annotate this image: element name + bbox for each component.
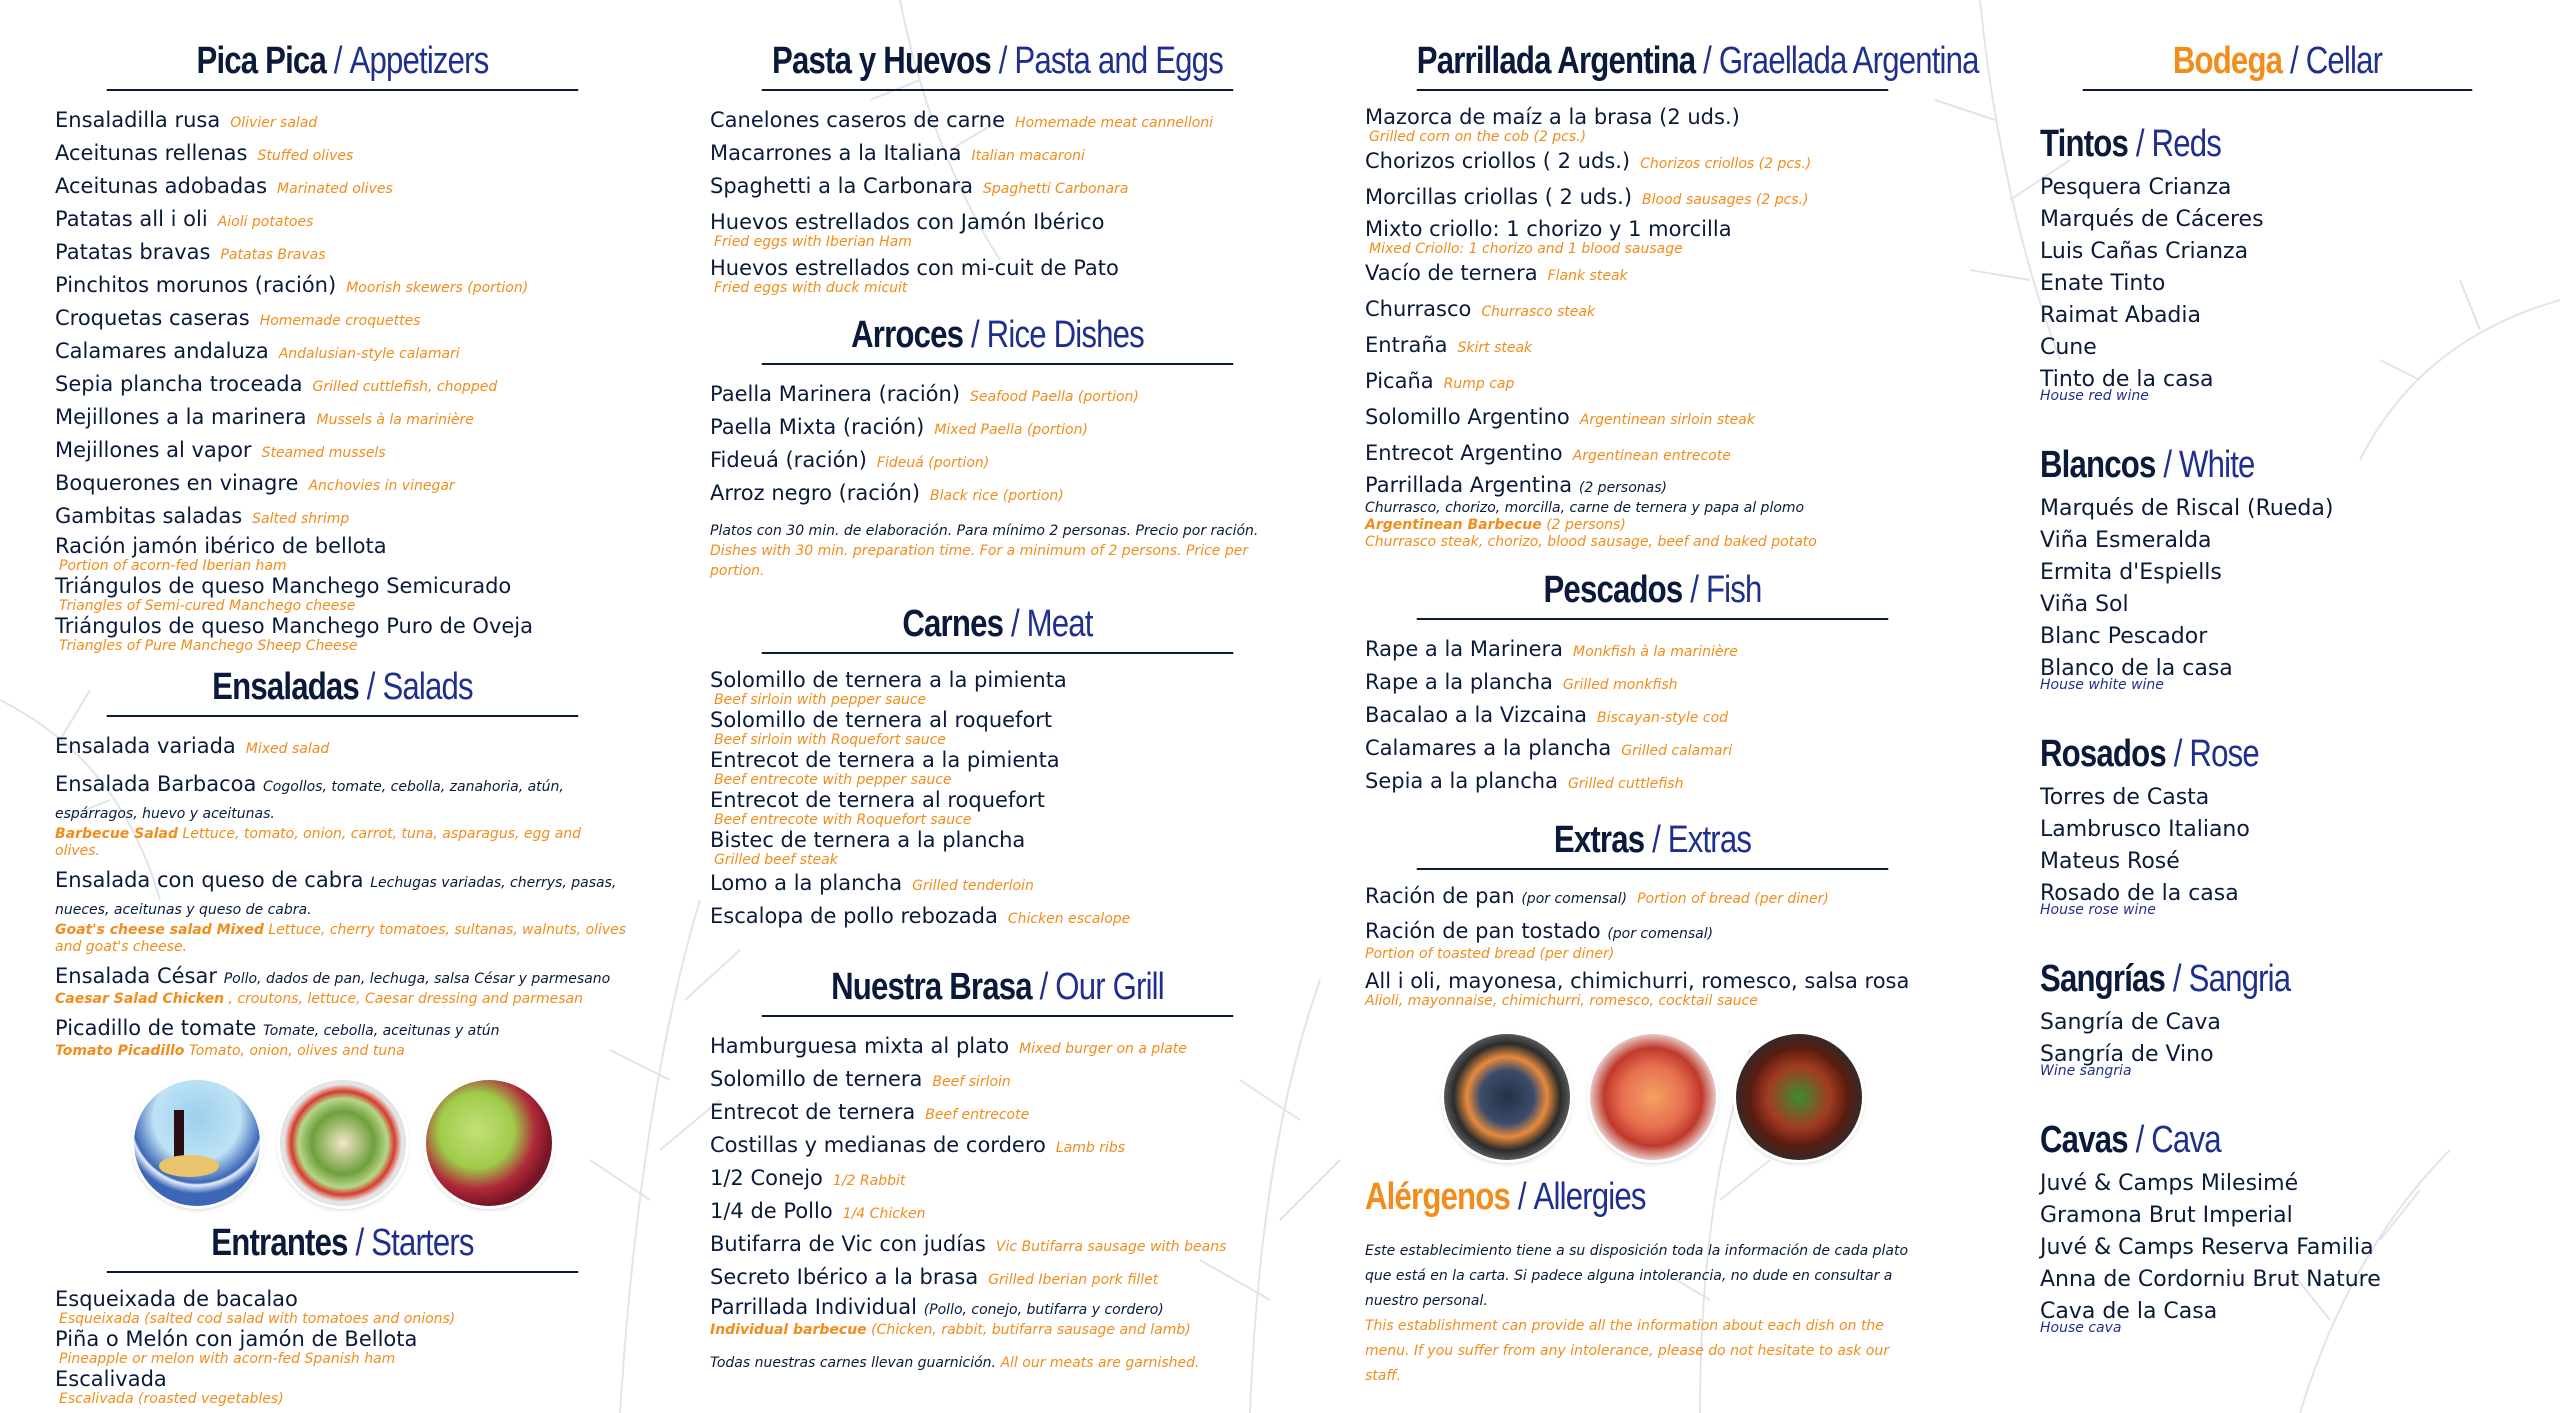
menu-item-translation-title: Goat's cheese salad Mixed [55, 922, 264, 938]
menu-item-name: Hamburguesa mixta al plato [710, 1034, 1010, 1058]
wine-item: Viña Sol [2040, 592, 2129, 617]
wine-group-header [2040, 1119, 2430, 1162]
wine-item: Rosado de la casa [2040, 881, 2239, 906]
menu-item [710, 708, 1285, 748]
menu-item-translation: Flank steak [1547, 268, 1628, 284]
menu-item [55, 336, 630, 369]
wine-item: Lambrusco Italiano [2040, 817, 2250, 842]
menu-item [55, 1327, 630, 1367]
picnic-photo [134, 1080, 260, 1206]
menu-item-translation: Chorizos criollos (2 pcs.) [1640, 156, 1812, 172]
menu-item-translation [55, 1043, 630, 1060]
menu-item-name: Piña o Melón con jamón de Bellota [55, 1327, 418, 1351]
menu-item-translation: Triangles of Pure Manchego Sheep Cheese [59, 638, 358, 654]
menu-item-translation: Fried eggs with Iberian Ham [714, 234, 912, 250]
menu-item [710, 256, 1285, 296]
menu-item-name: Paella Marinera (ración) [710, 382, 961, 406]
menu-item-translation: Blood sausages (2 pcs.) [1642, 192, 1809, 208]
menu-item-translation: Skirt steak [1457, 340, 1533, 356]
menu-item [710, 1163, 1285, 1196]
wine-group [2040, 958, 2515, 1079]
section-header-meat: Carnes / Meat [762, 603, 1234, 654]
menu-item [55, 138, 630, 171]
wine-group-note: Wine sangria [2040, 1063, 2132, 1079]
menu-item [55, 435, 630, 468]
menu-item [1365, 766, 1940, 799]
photo-row-2 [1365, 1034, 1940, 1160]
menu-item-name: Bistec de ternera a la plancha [710, 828, 1026, 852]
menu-item-name: Ración jamón ibérico de bellota [55, 534, 387, 558]
menu-item-translation: Beef entrecote with Roquefort sauce [714, 812, 972, 828]
menu-item-name: Spaghetti a la Carbonara [710, 174, 974, 198]
wine-item: Tinto de la casa [2040, 367, 2214, 392]
menu-item-translation: Argentinean sirloin steak [1579, 412, 1755, 428]
menu-item-translation-desc: Lettuce, tomato, onion, carrot, tuna, asparagus, egg and olives. [55, 826, 582, 859]
menu-item [1365, 293, 1940, 329]
starters-list [55, 1287, 630, 1407]
menu-item [55, 534, 630, 574]
section-header-fish: Pescados / Fish [1417, 569, 1889, 620]
menu-item-name: Triángulos de queso Manchego Semicurado [55, 574, 512, 598]
menu-item-name: Bacalao a la Vizcaina [1365, 703, 1588, 727]
wine-item: Torres de Casta [2040, 785, 2210, 810]
menu-item-name: Picadillo de tomate [55, 1016, 257, 1040]
rice-note: Platos con 30 min. de elaboración. Para mínimo 2 personas. Precio por ración. Dishes with 30 min. preparation time. For a minimum of 2 persons. Price per portion. [710, 523, 1259, 579]
menu-item-translation: Grilled calamari [1621, 743, 1733, 759]
menu-item-name: Fideuá (ración) [710, 448, 867, 472]
menu-item-translation: 1/4 Chicken [842, 1206, 926, 1222]
menu-item-translation: 1/2 Rabbit [832, 1173, 906, 1189]
menu-item [55, 369, 630, 402]
menu-item: Ensalada variada Mixed salad [55, 734, 330, 758]
section-header-pasta: Pasta y Huevos / Pasta and Eggs [762, 40, 1234, 91]
menu-item-name: Croquetas caseras [55, 306, 250, 330]
menu-item-name: Entrecot Argentino [1365, 441, 1563, 465]
wine-item: Raimat Abadia [2040, 303, 2201, 328]
menu-item-name: Costillas y medianas de cordero [710, 1133, 1046, 1157]
menu-item-name: Escalopa de pollo rebozada [710, 904, 998, 928]
menu-item-name: Entraña [1365, 333, 1448, 357]
menu-item-name: 1/2 Conejo [710, 1166, 823, 1190]
column-1 [55, 40, 630, 1407]
menu-item [55, 964, 630, 1008]
menu-item-translation [55, 922, 630, 956]
menu-item-translation-desc: Lettuce, cherry tomatoes, sultanas, walnuts, olives and goat's cheese. [55, 922, 627, 955]
menu-item [55, 468, 630, 501]
menu-item-translation: Lamb ribs [1055, 1140, 1126, 1156]
wine-group-separator: / [2172, 958, 2181, 1000]
menu-item-name: Gambitas saladas [55, 504, 243, 528]
menu-item-name: Solomillo de ternera [710, 1067, 923, 1091]
wine-group-title-en: Sangria [2188, 958, 2291, 1000]
menu-item [710, 1130, 1285, 1163]
photo-row-1 [55, 1080, 630, 1206]
menu-item-translation-desc: , croutons, lettuce, Caesar dressing and parmesan [224, 991, 583, 1007]
menu-item-name: Ensalada con queso de cabra [55, 868, 364, 892]
meat-list [710, 668, 1285, 934]
menu-item-translation: Fried eggs with duck micuit [714, 280, 908, 296]
menu-item [55, 303, 630, 336]
menu-item [710, 171, 1285, 204]
menu-item-name: Patatas bravas [55, 240, 211, 264]
menu-item-description: Tomate, cebolla, aceitunas y atún [262, 1023, 500, 1039]
menu-item [55, 1016, 630, 1060]
wine-item: Marqués de Cáceres [2040, 207, 2264, 232]
menu-item [1365, 145, 1940, 181]
section-header-salads: Ensaladas / Salads [107, 666, 579, 717]
menu-item-name: Vacío de ternera [1365, 261, 1538, 285]
menu-item [55, 1367, 630, 1407]
prawns-photo [1590, 1034, 1716, 1160]
menu-item [55, 501, 630, 534]
grill-list [710, 1031, 1285, 1295]
wine-group-title-en: Rose [2189, 733, 2259, 775]
menu-item [710, 1196, 1285, 1229]
menu-item-name: Lomo a la plancha [710, 871, 903, 895]
column-2 [710, 40, 1285, 1373]
menu-item [710, 138, 1285, 171]
allergies-text: Este establecimiento tiene a su disposición toda la información de cada plato que está en la carta. Si padece alguna intolerancia, no dude en consultar a nuestro personal. This establishment can provide all the information about each dish on the menu. If you suffer from any intolerance, please do not hesitate to ask our staff. [1365, 1243, 1909, 1384]
menu-item [55, 1287, 630, 1327]
wine-item: Ermita d'Espiells [2040, 560, 2222, 585]
menu-item-translation: Grilled cuttlefish, chopped [312, 379, 498, 395]
menu-item-translation: Mixed Paella (portion) [934, 422, 1088, 438]
menu-item-translation: Esqueixada (salted cod salad with tomatoes and onions) [59, 1311, 456, 1327]
menu-item-translation: Monkfish à la marinière [1573, 644, 1738, 660]
menu-item [1365, 437, 1940, 473]
menu-item-translation: Seafood Paella (portion) [970, 389, 1139, 405]
menu-item-name: Triángulos de queso Manchego Puro de Oveja [55, 614, 534, 638]
menu-item [55, 772, 630, 860]
wine-item: Juvé & Camps Reserva Familia [2040, 1235, 2374, 1260]
menu-item-name: Huevos estrellados con Jamón Ibérico [710, 210, 1105, 234]
wine-item: Cava de la Casa [2040, 1299, 2218, 1324]
salads-list [55, 772, 630, 1060]
menu-item [55, 270, 630, 303]
section-header-grill: Nuestra Brasa / Our Grill [762, 966, 1234, 1017]
menu-item-translation-title: Caesar Salad Chicken [55, 991, 225, 1007]
menu-item-translation: Vic Butifarra sausage with beans [995, 1239, 1227, 1255]
wine-item: Pesquera Crianza [2040, 175, 2232, 200]
menu-item [1365, 365, 1940, 401]
menu-item-translation: Grilled cuttlefish [1567, 776, 1684, 792]
menu-item-name: Paella Mixta (ración) [710, 415, 925, 439]
menu-item-translation: Andalusian-style calamari [278, 346, 460, 362]
wine-group-separator: / [2135, 1119, 2144, 1161]
menu-item-name: Calamares andaluza [55, 339, 269, 363]
menu-item [1365, 634, 1940, 667]
grill-photo [1736, 1034, 1862, 1160]
menu-item-translation: Stuffed olives [257, 148, 354, 164]
menu-item-name: Picaña [1365, 369, 1434, 393]
menu-item [55, 868, 630, 956]
menu-item [1365, 401, 1940, 437]
menu-item-translation: Churrasco steak [1481, 304, 1596, 320]
wine-item: Mateus Rosé [2040, 849, 2180, 874]
section-header-rice: Arroces / Rice Dishes [762, 314, 1234, 365]
menu-item-translation [55, 991, 630, 1008]
wine-group-header [2040, 123, 2430, 166]
menu-item [710, 1262, 1285, 1295]
menu-item [1365, 667, 1940, 700]
wine-group [2040, 444, 2515, 693]
menu-item [55, 237, 630, 270]
wine-group-note: House white wine [2040, 677, 2164, 693]
menu-item-translation: Beef entrecote with pepper sauce [714, 772, 952, 788]
menu-item-translation: Mixed Criollo: 1 chorizo and 1 blood sausage [1369, 241, 1683, 257]
menu-item [1365, 181, 1940, 217]
menu-item-name: Esqueixada de bacalao [55, 1287, 298, 1311]
wine-item: Juvé & Camps Milesimé [2040, 1171, 2299, 1196]
menu-item-name: Ensaladilla rusa [55, 108, 221, 132]
menu-item-name: Aceitunas rellenas [55, 141, 248, 165]
wine-item: Blanco de la casa [2040, 656, 2233, 681]
menu-item-name: Huevos estrellados con mi-cuit de Pato [710, 256, 1119, 280]
wine-item: Cune [2040, 335, 2097, 360]
section-header-extras: Extras / Extras [1417, 819, 1889, 870]
menu-item-translation-desc: Tomato, onion, olives and tuna [184, 1043, 405, 1059]
menu-item-sauces: All i oli, mayonesa, chimichurri, romesco, salsa rosa Alioli, mayonnaise, chimichurri, romesco, cocktail sauce [1365, 969, 1910, 1009]
menu-item [710, 868, 1285, 901]
menu-item [710, 901, 1285, 934]
menu-item-name: 1/4 de Pollo [710, 1199, 833, 1223]
menu-item [710, 210, 1285, 250]
wine-item: Blanc Pescador [2040, 624, 2208, 649]
rice-list [710, 379, 1285, 511]
menu-item-translation: Salted shrimp [252, 511, 350, 527]
menu-item-individual: Parrillada Individual (Pollo, conejo, butifarra y cordero) Individual barbecue (Chicken, rabbit, butifarra sausage and lamb) [710, 1295, 1191, 1338]
menu-item-translation: Escalivada (roasted vegetables) [59, 1391, 284, 1407]
menu-item-description: Cogollos, tomate, cebolla, zanahoria, atún, espárragos, huevo y aceitunas. [55, 779, 564, 822]
wine-group-note: House rose wine [2040, 902, 2156, 918]
menu-item-translation-title: Tomato Picadillo [55, 1043, 185, 1059]
menu-item [1365, 105, 1940, 145]
menu-item-translation: Chicken escalope [1007, 911, 1131, 927]
menu-item-translation: Mussels à la marinière [316, 412, 474, 428]
menu-item-name: Secreto Ibérico a la brasa [710, 1265, 979, 1289]
menu-item-translation: Black rice (portion) [930, 488, 1064, 504]
wine-item: Gramona Brut Imperial [2040, 1203, 2293, 1228]
menu-item-translation: Olivier salad [230, 115, 318, 131]
menu-item-name: Rape a la Marinera [1365, 637, 1564, 661]
menu-item-translation-title: Barbecue Salad [55, 826, 178, 842]
appetizers-list [55, 105, 630, 654]
menu-item-name: Arroz negro (ración) [710, 481, 921, 505]
wine-group-separator: / [2135, 123, 2144, 165]
menu-item-translation: Anchovies in vinegar [308, 478, 455, 494]
wine-group [2040, 123, 2515, 404]
menu-item [710, 412, 1285, 445]
menu-item-name: Rape a la plancha [1365, 670, 1553, 694]
menu-item-name: Solomillo de ternera al roquefort [710, 708, 1053, 732]
menu-item-description: Pollo, dados de pan, lechuga, salsa César y parmesano [223, 971, 611, 987]
wine-group-separator: / [2173, 733, 2182, 775]
pasta-list [710, 105, 1285, 296]
menu-item-translation: Biscayan-style cod [1597, 710, 1729, 726]
grill-note: Todas nuestras carnes llevan guarnición. All our meats are garnished. [710, 1355, 1200, 1371]
wine-item: Sangría de Vino [2040, 1042, 2214, 1067]
menu-item-translation: Beef sirloin [932, 1074, 1011, 1090]
menu-item-translation: Marinated olives [277, 181, 393, 197]
section-header-argentina: Parrillada Argentina / Graellada Argentina [1417, 40, 1889, 91]
menu-item-bread: Ración de pan (por comensal) Portion of bread (per diner) [1365, 884, 1829, 908]
menu-item [710, 828, 1285, 868]
menu-item-name: Canelones caseros de carne [710, 108, 1006, 132]
wine-list [2040, 123, 2515, 1336]
wine-group-title: Tintos [2040, 123, 2128, 165]
menu-item-name: Ensalada César [55, 964, 217, 988]
menu-item-translation: Italian macaroni [971, 148, 1085, 164]
menu-item [710, 1229, 1285, 1262]
wine-group-separator: / [2163, 444, 2172, 486]
menu-item [710, 668, 1285, 708]
menu-item-translation: Steamed mussels [261, 445, 386, 461]
menu-item [710, 1097, 1285, 1130]
menu-item-translation: Grilled monkfish [1562, 677, 1678, 693]
menu-item [55, 402, 630, 435]
menu-item-name: Butifarra de Vic con judías [710, 1232, 986, 1256]
menu-item-translation: Grilled beef steak [714, 852, 838, 868]
argentina-list [1365, 105, 1940, 473]
menu-item-name: Entrecot de ternera [710, 1100, 916, 1124]
column-4 [2040, 40, 2515, 1376]
menu-item-translation: Homemade meat cannelloni [1015, 115, 1214, 131]
menu-item-name: Chorizos criollos ( 2 uds.) [1365, 149, 1631, 173]
menu-item [1365, 217, 1940, 257]
menu-item-translation: Moorish skewers (portion) [346, 280, 529, 296]
menu-item [710, 445, 1285, 478]
wine-group-header [2040, 733, 2430, 776]
wine-item: Viña Esmeralda [2040, 528, 2212, 553]
menu-item-name: Pinchitos morunos (ración) [55, 273, 337, 297]
menu-item-name: Sepia a la plancha [1365, 769, 1558, 793]
section-header-starters: Entrantes / Starters [107, 1222, 579, 1273]
menu-item [1365, 257, 1940, 293]
wine-group-note: House red wine [2040, 388, 2149, 404]
menu-item-name: Mejillones al vapor [55, 438, 252, 462]
melon-ham-photo [426, 1080, 552, 1206]
menu-item [710, 478, 1285, 511]
menu-item-name: Ensalada Barbacoa [55, 772, 257, 796]
menu-item-name: Boquerones en vinagre [55, 471, 299, 495]
menu-item-translation: Beef entrecote [925, 1107, 1030, 1123]
wine-group-title-en: Cava [2151, 1119, 2221, 1161]
menu-item-name: Churrasco [1365, 297, 1472, 321]
menu-item-name: Patatas all i oli [55, 207, 208, 231]
wine-item: Anna de Cordorniu Brut Nature [2040, 1267, 2381, 1292]
fish-list [1365, 634, 1940, 799]
wine-group-title: Rosados [2040, 733, 2166, 775]
menu-item-translation: Pineapple or melon with acorn-fed Spanish ham [59, 1351, 396, 1367]
menu-item-translation: Patatas Bravas [220, 247, 326, 263]
menu-item-name: Escalivada [55, 1367, 167, 1391]
menu-item-description: Lechugas variadas, cherrys, pasas, nueces, aceitunas y queso de cabra. [55, 875, 617, 918]
wine-group-title-en: White [2179, 444, 2255, 486]
menu-item [55, 574, 630, 614]
menu-item-translation [55, 826, 630, 860]
menu-item-name: Calamares a la plancha [1365, 736, 1612, 760]
menu-item [1365, 733, 1940, 766]
menu-item [710, 788, 1285, 828]
menu-item [55, 105, 630, 138]
menu-item-name: Morcillas criollas ( 2 uds.) [1365, 185, 1633, 209]
menu-item-toast: Ración de pan tostado (por comensal) Portion of toasted bread (per diner) [1365, 919, 1714, 962]
menu-item-translation: Beef sirloin with pepper sauce [714, 692, 927, 708]
menu-item-translation: Argentinean entrecote [1572, 448, 1731, 464]
menu-item-name: Solomillo Argentino [1365, 405, 1570, 429]
menu-item-name: Mejillones a la marinera [55, 405, 307, 429]
menu-item [710, 1064, 1285, 1097]
mussels-photo [1444, 1034, 1570, 1160]
menu-item-name: Entrecot de ternera al roquefort [710, 788, 1046, 812]
menu-item-translation: Grilled corn on the cob (2 pcs.) [1369, 129, 1587, 145]
menu-item-name: Mixto criollo: 1 chorizo y 1 morcilla [1365, 217, 1732, 241]
wine-item: Marqués de Riscal (Rueda) [2040, 496, 2334, 521]
wine-group-header [2040, 444, 2430, 487]
menu-item-translation: Beef sirloin with Roquefort sauce [714, 732, 946, 748]
wine-group-title: Cavas [2040, 1119, 2128, 1161]
menu-item [55, 171, 630, 204]
wine-group-title: Blancos [2040, 444, 2156, 486]
menu-item-translation: Grilled Iberian pork fillet [988, 1272, 1159, 1288]
wine-group [2040, 1119, 2515, 1336]
wine-item: Enate Tinto [2040, 271, 2166, 296]
menu-item [1365, 329, 1940, 365]
menu-item [710, 379, 1285, 412]
section-header-allergies: Alérgenos / Allergies [1365, 1176, 1646, 1218]
wine-group-note: House cava [2040, 1320, 2122, 1336]
column-3 [1365, 40, 1979, 1389]
section-header-cellar: Bodega / Cellar [2083, 40, 2473, 91]
wine-item: Sangría de Cava [2040, 1010, 2221, 1035]
menu-item-translation: Rump cap [1443, 376, 1515, 392]
menu-item [1365, 700, 1940, 733]
menu-item-name: Macarrones a la Italiana [710, 141, 962, 165]
wine-item: Luis Cañas Crianza [2040, 239, 2249, 264]
menu-item-name: Sepia plancha troceada [55, 372, 303, 396]
menu-item-translation: Mixed burger on a plate [1019, 1041, 1187, 1057]
menu-item-translation: Fideuá (portion) [876, 455, 990, 471]
wine-group-header [2040, 958, 2430, 1001]
menu-item-parrillada: Parrillada Argentina (2 personas) Churrasco, chorizo, morcilla, carne de ternera y papa al plomo Argentinean Barbecue (2 persons) Churrasco steak, chorizo, blood sausage, beef and baked potato [1365, 473, 1817, 550]
menu-item-translation: Spaghetti Carbonara [983, 181, 1129, 197]
section-header-appetizers: Pica Pica / Appetizers [107, 40, 579, 91]
menu-item-translation: Homemade croquettes [259, 313, 421, 329]
menu-item [55, 614, 630, 654]
menu-item-name: Solomillo de ternera a la pimienta [710, 668, 1067, 692]
menu-item-translation: Grilled tenderloin [912, 878, 1034, 894]
salad-photo [280, 1080, 406, 1206]
menu-item [710, 748, 1285, 788]
menu-item [55, 204, 630, 237]
menu-item-name: Entrecot de ternera a la pimienta [710, 748, 1060, 772]
menu-item-translation: Aioli potatoes [217, 214, 314, 230]
menu-item-name: Aceitunas adobadas [55, 174, 268, 198]
menu-item-translation: Portion of acorn-fed Iberian ham [59, 558, 287, 574]
menu-item [710, 1031, 1285, 1064]
wine-group-title: Sangrías [2040, 958, 2166, 1000]
menu-item-translation: Triangles of Semi-cured Manchego cheese [59, 598, 356, 614]
menu-item [710, 105, 1285, 138]
wine-group-title-en: Reds [2151, 123, 2221, 165]
menu-item-name: Mazorca de maíz a la brasa (2 uds.) [1365, 105, 1740, 129]
wine-group [2040, 733, 2515, 918]
